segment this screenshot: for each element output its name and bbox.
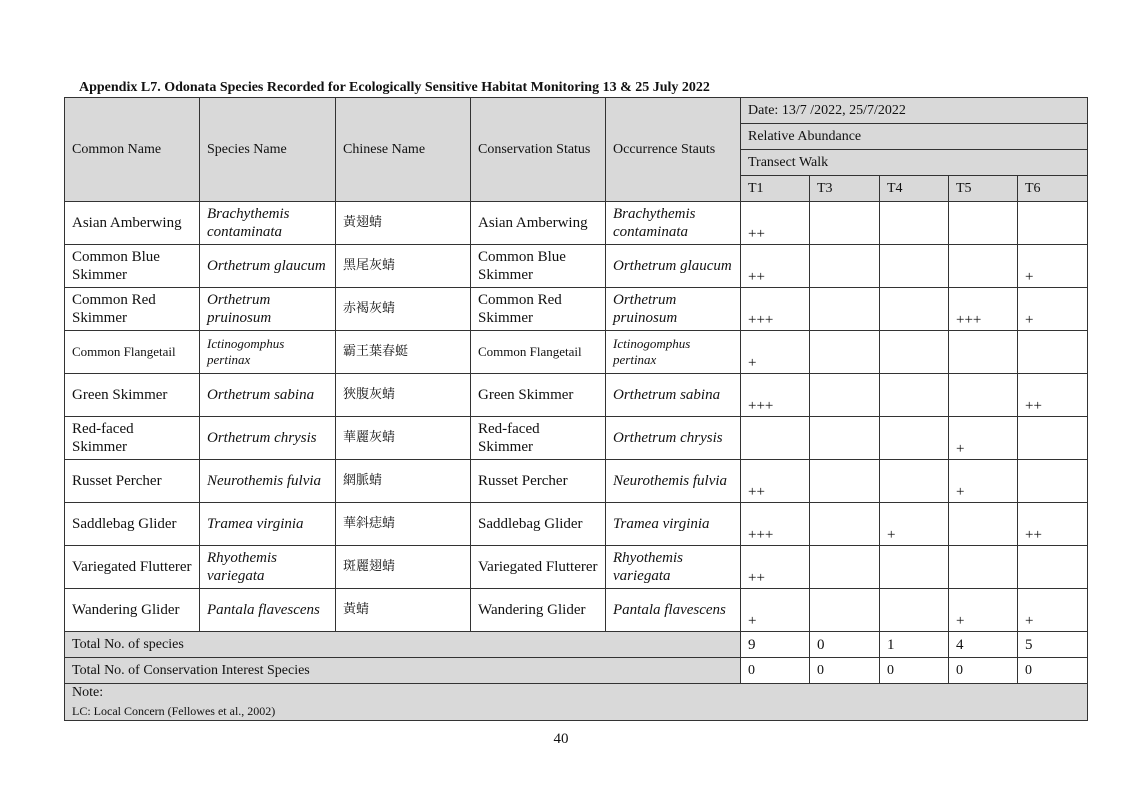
- abundance-t1-cell: ++: [741, 546, 810, 589]
- abundance-t6-cell: +: [1018, 288, 1088, 331]
- abundance-t1-cell: +: [741, 589, 810, 632]
- abundance-t4-cell: [880, 202, 949, 245]
- chinese-name-cell: 黃蜻: [336, 589, 471, 632]
- common-name-cell: Variegated Flutterer: [65, 546, 200, 589]
- header-transect-t5: T5: [949, 176, 1018, 202]
- header-common-name: Common Name: [65, 98, 200, 202]
- conservation-status-cell: Green Skimmer: [471, 374, 606, 417]
- chinese-name-cell: 斑麗翅蜻: [336, 546, 471, 589]
- table-row: [65, 503, 1088, 546]
- conservation-status-cell: Variegated Flutterer: [471, 546, 606, 589]
- occurrence-status-cell: Brachythemis contaminata: [606, 202, 741, 245]
- total-conservation-t6: 0: [1018, 658, 1088, 684]
- chinese-name-cell: 華斜痣蜻: [336, 503, 471, 546]
- abundance-t1-cell: [741, 417, 810, 460]
- abundance-t4-cell: [880, 331, 949, 374]
- total-conservation-row: [65, 658, 1088, 684]
- abundance-t3-cell: [810, 546, 880, 589]
- abundance-t6-cell: ++: [1018, 374, 1088, 417]
- abundance-t6-cell: +: [1018, 589, 1088, 632]
- species-name-cell: Brachythemis contaminata: [200, 202, 336, 245]
- abundance-t3-cell: [810, 288, 880, 331]
- abundance-t1-cell: +++: [741, 503, 810, 546]
- common-name-cell: Green Skimmer: [65, 374, 200, 417]
- abundance-t3-cell: [810, 331, 880, 374]
- species-name-cell: Orthetrum sabina: [200, 374, 336, 417]
- abundance-t4-cell: +: [880, 503, 949, 546]
- abundance-t5-cell: [949, 546, 1018, 589]
- occurrence-status-cell: Pantala flavescens: [606, 589, 741, 632]
- table-row: [65, 546, 1088, 589]
- common-name-cell: Common Blue Skimmer: [65, 245, 200, 288]
- total-conservation-label: Total No. of Conservation Interest Species: [65, 658, 741, 684]
- common-name-cell: Saddlebag Glider: [65, 503, 200, 546]
- conservation-status-cell: Asian Amberwing: [471, 202, 606, 245]
- total-species-row: [65, 632, 1088, 658]
- total-species-label: Total No. of species: [65, 632, 741, 658]
- abundance-t5-cell: [949, 374, 1018, 417]
- abundance-t4-cell: [880, 245, 949, 288]
- abundance-t1-cell: +++: [741, 288, 810, 331]
- table-row: [65, 460, 1088, 503]
- conservation-status-cell: Red-faced Skimmer: [471, 417, 606, 460]
- abundance-t6-cell: [1018, 417, 1088, 460]
- common-name-cell: Common Flangetail: [65, 331, 200, 374]
- table-row: [65, 202, 1088, 245]
- occurrence-status-cell: Orthetrum pruinosum: [606, 288, 741, 331]
- header-conservation-status: Conservation Status: [471, 98, 606, 202]
- species-name-cell: Pantala flavescens: [200, 589, 336, 632]
- abundance-t4-cell: [880, 374, 949, 417]
- abundance-t4-cell: [880, 460, 949, 503]
- header-date: Date: 13/7 /2022, 25/7/2022: [741, 98, 1088, 124]
- total-conservation-t3: 0: [810, 658, 880, 684]
- occurrence-status-cell: Neurothemis fulvia: [606, 460, 741, 503]
- total-species-t1: 9: [741, 632, 810, 658]
- species-name-cell: Tramea virginia: [200, 503, 336, 546]
- conservation-status-cell: Russet Percher: [471, 460, 606, 503]
- chinese-name-cell: 狹腹灰蜻: [336, 374, 471, 417]
- abundance-t5-cell: +++: [949, 288, 1018, 331]
- appendix-title: Appendix L7. Odonata Species Recorded for Ecologically Sensitive Habitat Monitoring 13 & 25 July 2022: [79, 80, 710, 95]
- abundance-t3-cell: [810, 417, 880, 460]
- species-name-cell: Neurothemis fulvia: [200, 460, 336, 503]
- total-species-t5: 4: [949, 632, 1018, 658]
- chinese-name-cell: 華麗灰蜻: [336, 417, 471, 460]
- page-number: 40: [553, 731, 569, 747]
- occurrence-status-cell: Tramea virginia: [606, 503, 741, 546]
- chinese-name-cell: 赤褐灰蜻: [336, 288, 471, 331]
- abundance-t6-cell: [1018, 331, 1088, 374]
- abundance-t5-cell: +: [949, 460, 1018, 503]
- abundance-t1-cell: ++: [741, 202, 810, 245]
- abundance-t1-cell: +: [741, 331, 810, 374]
- chinese-name-cell: 黃翅蜻: [336, 202, 471, 245]
- total-species-t3: 0: [810, 632, 880, 658]
- table-row: [65, 288, 1088, 331]
- abundance-t6-cell: +: [1018, 245, 1088, 288]
- abundance-t5-cell: [949, 331, 1018, 374]
- abundance-t4-cell: [880, 288, 949, 331]
- header-occurrence-status: Occurrence Stauts: [606, 98, 741, 202]
- total-conservation-t5: 0: [949, 658, 1018, 684]
- common-name-cell: Red-faced Skimmer: [65, 417, 200, 460]
- abundance-t4-cell: [880, 546, 949, 589]
- note-text: LC: Local Concern (Fellowes et al., 2002): [72, 704, 276, 718]
- abundance-t5-cell: +: [949, 589, 1018, 632]
- occurrence-status-cell: Rhyothemis variegata: [606, 546, 741, 589]
- total-conservation-t4: 0: [880, 658, 949, 684]
- abundance-t5-cell: [949, 202, 1018, 245]
- abundance-t3-cell: [810, 460, 880, 503]
- abundance-t1-cell: +++: [741, 374, 810, 417]
- abundance-t3-cell: [810, 589, 880, 632]
- abundance-t4-cell: [880, 589, 949, 632]
- abundance-t3-cell: [810, 202, 880, 245]
- occurrence-status-cell: Orthetrum chrysis: [606, 417, 741, 460]
- species-name-cell: Orthetrum chrysis: [200, 417, 336, 460]
- common-name-cell: Wandering Glider: [65, 589, 200, 632]
- occurrence-status-cell: Orthetrum glaucum: [606, 245, 741, 288]
- abundance-t4-cell: [880, 417, 949, 460]
- common-name-cell: Common Red Skimmer: [65, 288, 200, 331]
- abundance-t6-cell: [1018, 546, 1088, 589]
- species-name-cell: Rhyothemis variegata: [200, 546, 336, 589]
- conservation-status-cell: Common Flangetail: [471, 331, 606, 374]
- chinese-name-cell: 黑尾灰蜻: [336, 245, 471, 288]
- note-cell: [65, 684, 1088, 721]
- species-name-cell: Orthetrum pruinosum: [200, 288, 336, 331]
- table-row: [65, 417, 1088, 460]
- abundance-t6-cell: [1018, 460, 1088, 503]
- total-species-t6: 5: [1018, 632, 1088, 658]
- abundance-t5-cell: [949, 245, 1018, 288]
- conservation-status-cell: Wandering Glider: [471, 589, 606, 632]
- header-species-name: Species Name: [200, 98, 336, 202]
- odonata-species-table: [64, 97, 1088, 721]
- total-species-t4: 1: [880, 632, 949, 658]
- abundance-t1-cell: ++: [741, 460, 810, 503]
- note-row: [65, 684, 1088, 721]
- total-conservation-t1: 0: [741, 658, 810, 684]
- header-transect-t6: T6: [1018, 176, 1088, 202]
- abundance-t6-cell: ++: [1018, 503, 1088, 546]
- species-name-cell: Orthetrum glaucum: [200, 245, 336, 288]
- header-transect-walk: Transect Walk: [741, 150, 1088, 176]
- abundance-t3-cell: [810, 503, 880, 546]
- common-name-cell: Asian Amberwing: [65, 202, 200, 245]
- header-transect-t3: T3: [810, 176, 880, 202]
- abundance-t3-cell: [810, 374, 880, 417]
- header-transect-t1: T1: [741, 176, 810, 202]
- chinese-name-cell: 網脈蜻: [336, 460, 471, 503]
- occurrence-status-cell: Ictinogomphus pertinax: [606, 331, 741, 374]
- common-name-cell: Russet Percher: [65, 460, 200, 503]
- conservation-status-cell: Saddlebag Glider: [471, 503, 606, 546]
- abundance-t1-cell: ++: [741, 245, 810, 288]
- header-relative-abundance: Relative Abundance: [741, 124, 1088, 150]
- abundance-t5-cell: +: [949, 417, 1018, 460]
- species-name-cell: Ictinogomphus pertinax: [200, 331, 336, 374]
- table-row: [65, 245, 1088, 288]
- header-transect-t4: T4: [880, 176, 949, 202]
- table-row: [65, 374, 1088, 417]
- header-chinese-name: Chinese Name: [336, 98, 471, 202]
- conservation-status-cell: Common Blue Skimmer: [471, 245, 606, 288]
- note-label: Note:: [72, 685, 104, 700]
- conservation-status-cell: Common Red Skimmer: [471, 288, 606, 331]
- table-row: [65, 331, 1088, 374]
- abundance-t5-cell: [949, 503, 1018, 546]
- chinese-name-cell: 霸王葉春蜓: [336, 331, 471, 374]
- abundance-t6-cell: [1018, 202, 1088, 245]
- occurrence-status-cell: Orthetrum sabina: [606, 374, 741, 417]
- abundance-t3-cell: [810, 245, 880, 288]
- table-row: [65, 589, 1088, 632]
